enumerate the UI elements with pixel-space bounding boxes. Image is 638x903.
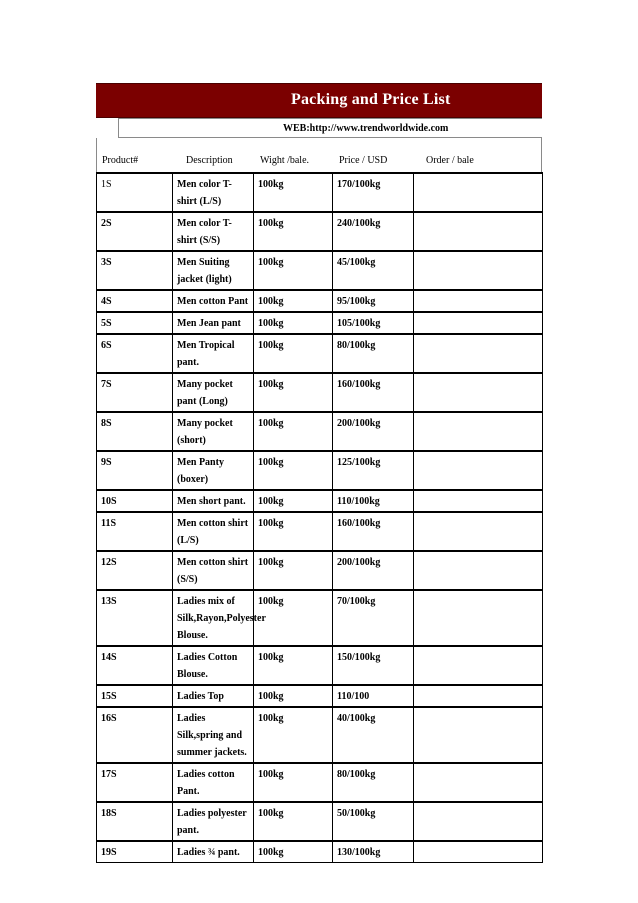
website-address: WEB:http://www.trendworldwide.com bbox=[283, 123, 449, 134]
table-row bbox=[97, 707, 543, 763]
header-order: Order / bale bbox=[426, 155, 474, 166]
cell-product: 14S bbox=[97, 646, 173, 685]
price-table bbox=[96, 172, 543, 863]
table-row bbox=[97, 551, 543, 590]
cell-order bbox=[414, 551, 543, 590]
cell-product: 19S bbox=[97, 841, 173, 863]
cell-order bbox=[414, 251, 543, 290]
table-row bbox=[97, 173, 543, 212]
cell-weight: 100kg bbox=[254, 290, 333, 312]
cell-order bbox=[414, 802, 543, 841]
cell-product: 1S bbox=[97, 173, 173, 212]
cell-description: Ladies Top bbox=[173, 685, 254, 707]
cell-order bbox=[414, 412, 543, 451]
cell-price: 110/100kg bbox=[333, 490, 414, 512]
cell-product: 8S bbox=[97, 412, 173, 451]
cell-description: Men color T-shirt (S/S) bbox=[173, 212, 254, 251]
page-title: Packing and Price List bbox=[291, 91, 451, 108]
header-weight: Wight /bale. bbox=[260, 155, 310, 166]
cell-price: 240/100kg bbox=[333, 212, 414, 251]
cell-description: Men Suiting jacket (light) bbox=[173, 251, 254, 290]
table-row bbox=[97, 490, 543, 512]
cell-weight: 100kg bbox=[254, 646, 333, 685]
table-row bbox=[97, 373, 543, 412]
cell-order bbox=[414, 685, 543, 707]
cell-order bbox=[414, 707, 543, 763]
cell-order bbox=[414, 590, 543, 646]
cell-description: Ladies Cotton Blouse. bbox=[173, 646, 254, 685]
cell-weight: 100kg bbox=[254, 707, 333, 763]
cell-price: 130/100kg bbox=[333, 841, 414, 863]
price-list-sheet bbox=[96, 83, 542, 863]
table-header bbox=[96, 152, 542, 172]
cell-price: 200/100kg bbox=[333, 412, 414, 451]
table-row bbox=[97, 841, 543, 863]
cell-weight: 100kg bbox=[254, 312, 333, 334]
cell-price: 160/100kg bbox=[333, 373, 414, 412]
cell-description: Men cotton shirt (L/S) bbox=[173, 512, 254, 551]
cell-price: 80/100kg bbox=[333, 763, 414, 802]
cell-description: Many pocket pant (Long) bbox=[173, 373, 254, 412]
cell-weight: 100kg bbox=[254, 212, 333, 251]
cell-order bbox=[414, 173, 543, 212]
table-row bbox=[97, 646, 543, 685]
cell-description: Ladies mix of Silk,Rayon,Polyester Blouse. bbox=[173, 590, 254, 646]
cell-weight: 100kg bbox=[254, 412, 333, 451]
cell-description: Men Jean pant bbox=[173, 312, 254, 334]
cell-product: 5S bbox=[97, 312, 173, 334]
table-row bbox=[97, 451, 543, 490]
cell-description: Men Tropical pant. bbox=[173, 334, 254, 373]
cell-order bbox=[414, 512, 543, 551]
cell-price: 200/100kg bbox=[333, 551, 414, 590]
cell-product: 11S bbox=[97, 512, 173, 551]
table-row bbox=[97, 763, 543, 802]
cell-description: Ladies polyester pant. bbox=[173, 802, 254, 841]
cell-weight: 100kg bbox=[254, 685, 333, 707]
cell-order bbox=[414, 312, 543, 334]
cell-product: 3S bbox=[97, 251, 173, 290]
cell-price: 170/100kg bbox=[333, 173, 414, 212]
cell-product: 15S bbox=[97, 685, 173, 707]
table-row bbox=[97, 312, 543, 334]
cell-product: 17S bbox=[97, 763, 173, 802]
web-box bbox=[118, 118, 542, 138]
table-row bbox=[97, 334, 543, 373]
cell-product: 13S bbox=[97, 590, 173, 646]
cell-product: 9S bbox=[97, 451, 173, 490]
table-row bbox=[97, 685, 543, 707]
cell-description: Men cotton Pant bbox=[173, 290, 254, 312]
cell-order bbox=[414, 841, 543, 863]
cell-price: 125/100kg bbox=[333, 451, 414, 490]
cell-weight: 100kg bbox=[254, 451, 333, 490]
cell-description: Many pocket (short) bbox=[173, 412, 254, 451]
cell-price: 80/100kg bbox=[333, 334, 414, 373]
cell-weight: 100kg bbox=[254, 373, 333, 412]
cell-order bbox=[414, 490, 543, 512]
cell-order bbox=[414, 290, 543, 312]
cell-product: 10S bbox=[97, 490, 173, 512]
cell-price: 40/100kg bbox=[333, 707, 414, 763]
cell-weight: 100kg bbox=[254, 551, 333, 590]
header-price: Price / USD bbox=[339, 155, 388, 166]
cell-weight: 100kg bbox=[254, 490, 333, 512]
cell-product: 7S bbox=[97, 373, 173, 412]
cell-product: 18S bbox=[97, 802, 173, 841]
cell-weight: 100kg bbox=[254, 251, 333, 290]
cell-order bbox=[414, 646, 543, 685]
cell-price: 70/100kg bbox=[333, 590, 414, 646]
cell-weight: 100kg bbox=[254, 763, 333, 802]
cell-description: Ladies Silk,spring and summer jackets. bbox=[173, 707, 254, 763]
spacer-row bbox=[96, 138, 542, 152]
cell-description: Men short pant. bbox=[173, 490, 254, 512]
table-row bbox=[97, 290, 543, 312]
table-row bbox=[97, 412, 543, 451]
cell-price: 110/100 bbox=[333, 685, 414, 707]
cell-price: 95/100kg bbox=[333, 290, 414, 312]
table-row bbox=[97, 802, 543, 841]
cell-weight: 100kg bbox=[254, 512, 333, 551]
cell-weight: 100kg bbox=[254, 802, 333, 841]
cell-product: 2S bbox=[97, 212, 173, 251]
cell-price: 105/100kg bbox=[333, 312, 414, 334]
cell-product: 16S bbox=[97, 707, 173, 763]
cell-weight: 100kg bbox=[254, 173, 333, 212]
cell-product: 4S bbox=[97, 290, 173, 312]
cell-description: Men cotton shirt (S/S) bbox=[173, 551, 254, 590]
table-row bbox=[97, 212, 543, 251]
table-row bbox=[97, 590, 543, 646]
title-bar bbox=[96, 83, 542, 118]
cell-weight: 100kg bbox=[254, 590, 333, 646]
cell-weight: 100kg bbox=[254, 841, 333, 863]
cell-price: 50/100kg bbox=[333, 802, 414, 841]
cell-order bbox=[414, 451, 543, 490]
header-product: Product# bbox=[102, 155, 139, 166]
web-row bbox=[96, 118, 542, 138]
table-row bbox=[97, 251, 543, 290]
cell-product: 12S bbox=[97, 551, 173, 590]
price-table-body bbox=[97, 173, 543, 863]
header-description: Description bbox=[186, 155, 233, 166]
cell-weight: 100kg bbox=[254, 334, 333, 373]
cell-order bbox=[414, 763, 543, 802]
table-row bbox=[97, 512, 543, 551]
cell-order bbox=[414, 334, 543, 373]
cell-order bbox=[414, 373, 543, 412]
cell-description: Men Panty (boxer) bbox=[173, 451, 254, 490]
cell-price: 160/100kg bbox=[333, 512, 414, 551]
cell-description: Men color T-shirt (L/S) bbox=[173, 173, 254, 212]
cell-description: Ladies ¾ pant. bbox=[173, 841, 254, 863]
cell-order bbox=[414, 212, 543, 251]
cell-description: Ladies cotton Pant. bbox=[173, 763, 254, 802]
cell-price: 150/100kg bbox=[333, 646, 414, 685]
cell-product: 6S bbox=[97, 334, 173, 373]
cell-price: 45/100kg bbox=[333, 251, 414, 290]
